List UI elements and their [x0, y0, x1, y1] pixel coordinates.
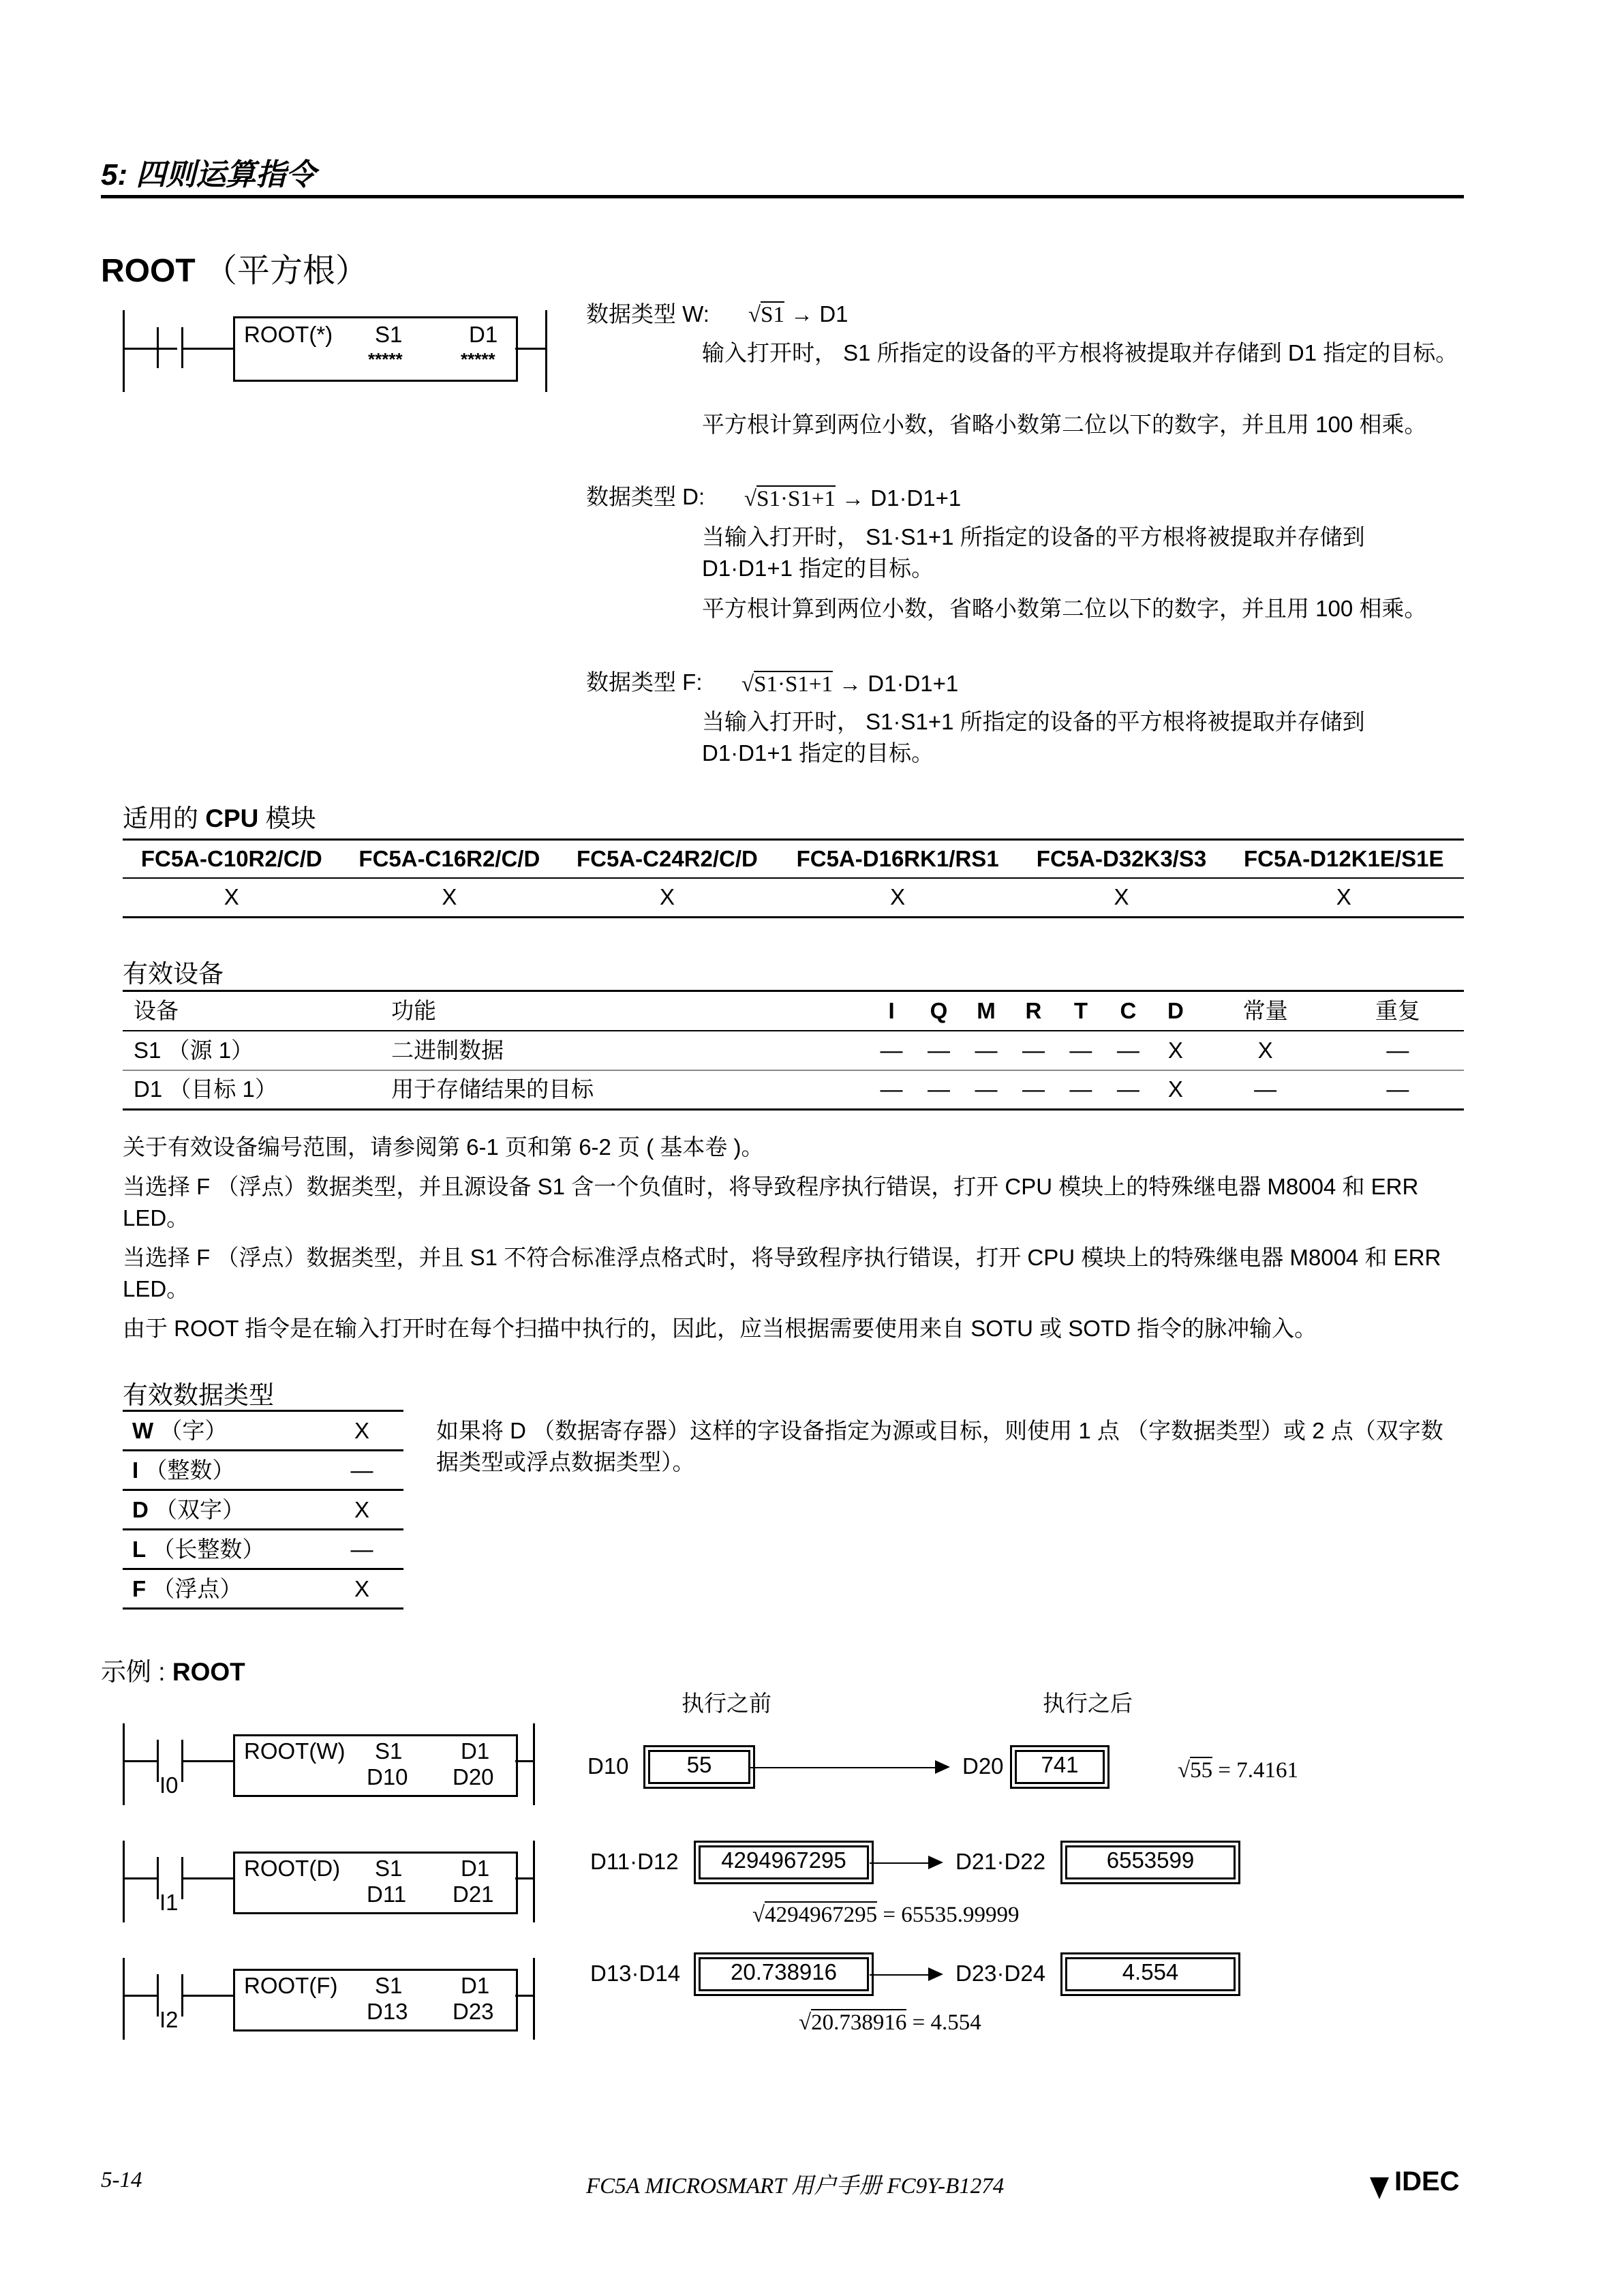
f-formula: √S1·S1+1 → D1·D1+1: [741, 671, 959, 697]
datatypes-heading: 有效数据类型: [123, 1381, 274, 1409]
before-label: 执行之前: [682, 1691, 771, 1716]
d-arrow: → D1·D1+1: [842, 485, 962, 511]
cpu-model: FC5A-D32K3/S3: [1036, 845, 1207, 871]
dt-mark: X: [354, 1575, 369, 1601]
input-label: I2: [159, 2007, 179, 2032]
device-cell: —: [1386, 1076, 1409, 1102]
src-value: 55: [648, 1750, 750, 1784]
device-cell: —: [880, 1037, 903, 1063]
device-cell: D1 （目标 1）: [134, 1076, 277, 1102]
device-cell: —: [1254, 1076, 1277, 1102]
equation: √55 = 7.4161: [1178, 1758, 1298, 1783]
device-cell: —: [1116, 1076, 1139, 1102]
d-label: 数据类型 D:: [586, 484, 705, 509]
src-label: D13·D14: [590, 1961, 681, 1986]
devices-header: 常量: [1242, 997, 1288, 1023]
rung-d1dev: D21: [453, 1882, 494, 1907]
device-cell: —: [1022, 1037, 1045, 1063]
ladder-s1-stars: *****: [368, 349, 403, 369]
ladder-d1: D1: [469, 322, 498, 347]
dst-label: D23·D24: [955, 1961, 1046, 1986]
rung-d1dev: D23: [453, 1999, 494, 2024]
device-cell: —: [880, 1076, 903, 1102]
equation-arg: 20.738916: [811, 2010, 907, 2035]
device-cell: —: [1022, 1076, 1045, 1102]
devices-header: Q: [930, 997, 948, 1023]
devices-header: 设备: [134, 997, 179, 1023]
w-formula: √S1 → D1: [748, 301, 848, 327]
devices-header: 重复: [1375, 997, 1420, 1023]
devices-header: T: [1073, 997, 1088, 1023]
devices-header: D: [1167, 997, 1184, 1023]
rung-d1dev: D20: [453, 1764, 494, 1789]
idec-logo-icon: [1370, 2177, 1389, 2199]
w-arrow: → D1: [791, 301, 848, 327]
cpu-mark: X: [1336, 884, 1351, 910]
table-row: [123, 1451, 403, 1490]
f-arrow: → D1·D1+1: [839, 671, 959, 696]
ladder-d1-stars: *****: [461, 349, 495, 369]
dt-name: （字）: [159, 1417, 228, 1443]
section-title: [101, 244, 368, 291]
dst-label: D20: [962, 1753, 1004, 1779]
ladder-instr: ROOT(*): [244, 322, 333, 347]
dt-mark: —: [350, 1457, 373, 1483]
note-2: 当选择 F （浮点）数据类型，并且源设备 S1 含一个负值时，将导致程序执行错误，打开 CPU 模块上的特殊继电器 M8004 和 ERR LED。: [123, 1174, 1419, 1230]
equation: √20.738916 = 4.554: [799, 2010, 981, 2035]
table-row: [123, 1070, 1464, 1110]
rung-instr: ROOT(D): [244, 1856, 341, 1881]
cpu-mark: X: [659, 884, 675, 910]
dt-code: I: [132, 1457, 139, 1483]
rung-s1: S1: [375, 1973, 403, 1998]
devices-header: I: [888, 997, 895, 1023]
cpu-mark: X: [1114, 884, 1129, 910]
dt-code: F: [132, 1575, 147, 1601]
note-1: 关于有效设备编号范围，请参阅第 6-1 页和第 6-2 页 ( 基本卷 )。: [123, 1134, 764, 1160]
datatypes-table: [123, 1410, 403, 1610]
d-p1: 当输入打开时， S1·S1+1 所指定的设备的平方根将被提取并存储到 D1·D1+1 指定的目标。: [702, 524, 1365, 581]
device-cell: —: [1386, 1037, 1409, 1063]
cpu-model: FC5A-C10R2/C/D: [140, 845, 322, 871]
rung-instr: ROOT(F): [244, 1973, 338, 1998]
table-row: [123, 1031, 1464, 1070]
example-heading-pre: 示例 :: [101, 1658, 172, 1686]
dt-mark: —: [350, 1536, 373, 1562]
rung-d1: D1: [461, 1973, 490, 1998]
device-cell: —: [928, 1076, 951, 1102]
note-3: 当选择 F （浮点）数据类型，并且 S1 不符合标准浮点格式时，将导致程序执行错误，打开 CPU 模块上的特殊继电器 M8004 和 ERR LED。: [123, 1245, 1441, 1301]
cpu-heading-pre: 适用的: [123, 804, 206, 832]
device-cell: X: [1257, 1037, 1273, 1063]
input-label: I0: [159, 1772, 179, 1798]
note-4: 由于 ROOT 指令是在输入打开时在每个扫描中执行的，因此，应当根据需要使用来自 SOTU 或 SOTD 指令的脉冲输入。: [123, 1316, 1317, 1341]
device-cell: —: [975, 1037, 998, 1063]
cpu-heading-bold: CPU: [205, 804, 259, 832]
devices-table: [123, 990, 1464, 1111]
table-row: [123, 1569, 403, 1609]
w-p2: 平方根计算到两位小数，省略小数第二位以下的数字，并且用 100 相乘。: [702, 412, 1427, 437]
cpu-model: FC5A-D12K1E/S1E: [1244, 845, 1444, 871]
manual-title: FC5A MICROSMART 用户手册 FC9Y-B1274: [586, 2174, 1005, 2199]
dst-label: D21·D22: [955, 1849, 1046, 1874]
after-label: 执行之后: [1043, 1691, 1133, 1716]
cpu-mark: X: [890, 884, 906, 910]
cpu-model: FC5A-C16R2/C/D: [358, 845, 540, 871]
device-cell: 用于存储结果的目标: [391, 1076, 594, 1102]
device-cell: X: [1167, 1037, 1183, 1063]
w-p1: 输入打开时， S1 所指定的设备的平方根将被提取并存储到 D1 指定的目标。: [702, 340, 1458, 365]
equation-result: = 4.554: [912, 2010, 981, 2035]
devices-heading: 有效设备: [123, 960, 224, 988]
dst-value: 741: [1015, 1750, 1105, 1784]
device-cell: S1 （源 1）: [134, 1037, 254, 1063]
d-p2: 平方根计算到两位小数，省略小数第二位以下的数字，并且用 100 相乘。: [702, 596, 1427, 621]
devices-header: 功能: [391, 997, 437, 1023]
equation-result: = 65535.99999: [883, 1903, 1020, 1927]
dt-code: L: [132, 1536, 147, 1562]
rung-s1dev: D10: [367, 1764, 408, 1789]
rung-d1: D1: [461, 1738, 490, 1764]
brand-logo: IDEC: [1394, 2166, 1460, 2196]
src-value: 20.738916: [699, 1957, 869, 1991]
cpu-model: FC5A-D16RK1/RS1: [796, 845, 999, 871]
f-formula-arg: S1·S1+1: [754, 672, 833, 697]
dt-name: （双字）: [155, 1496, 245, 1522]
device-cell: —: [975, 1076, 998, 1102]
input-label: I1: [159, 1890, 179, 1915]
w-formula-arg: S1: [761, 303, 784, 327]
cpu-mark: X: [442, 884, 457, 910]
dt-code: W: [132, 1417, 154, 1443]
chapter-rule: [101, 195, 1464, 198]
table-row: [123, 1411, 403, 1451]
devices-header: M: [977, 997, 996, 1023]
w-label: 数据类型 W:: [586, 301, 709, 327]
equation-arg: 4294967295: [765, 1903, 878, 1927]
title-main: ROOT: [101, 253, 196, 289]
dt-name: （整数）: [144, 1457, 235, 1483]
cpu-table: [123, 839, 1464, 918]
cpu-heading: [123, 798, 316, 834]
devices-header: C: [1120, 997, 1137, 1023]
ladder-s1: S1: [375, 322, 403, 347]
rung-d1: D1: [461, 1856, 490, 1881]
d-formula-arg: S1·S1+1: [756, 487, 836, 511]
d-formula: √S1·S1+1 → D1·D1+1: [744, 485, 962, 511]
dst-value: 4.554: [1065, 1957, 1236, 1991]
src-label: D11·D12: [590, 1849, 679, 1874]
src-label: D10: [587, 1753, 629, 1779]
cpu-heading-post: 模块: [258, 804, 316, 832]
equation-result: = 7.4161: [1218, 1758, 1298, 1783]
rung-s1dev: D11: [367, 1882, 407, 1907]
device-cell: —: [1116, 1037, 1139, 1063]
datatypes-note: 如果将 D （数据寄存器）这样的字设备指定为源或目标，则使用 1 点 （字数据类型）或 2 点（双字数据类型或浮点数据类型）。: [436, 1418, 1443, 1475]
device-cell: X: [1167, 1076, 1183, 1102]
device-cell: —: [1069, 1076, 1092, 1102]
arrow-head: [928, 1967, 943, 1981]
dst-value: 6553599: [1065, 1845, 1236, 1879]
f-p1: 当输入打开时， S1·S1+1 所指定的设备的平方根将被提取并存储到 D1·D1+1 指定的目标。: [702, 709, 1365, 766]
chapter-title: 5: 四则运算指令: [101, 158, 316, 192]
table-row: [123, 1530, 403, 1569]
rung-s1dev: D13: [367, 1999, 408, 2024]
arrow-head: [928, 1856, 943, 1869]
rung-s1: S1: [375, 1856, 403, 1881]
rung-s1: S1: [375, 1738, 403, 1764]
arrow-head: [935, 1760, 950, 1774]
dt-mark: X: [354, 1417, 369, 1443]
example-heading: [101, 1651, 245, 1688]
equation-arg: 55: [1190, 1758, 1213, 1783]
device-cell: —: [928, 1037, 951, 1063]
f-label: 数据类型 F:: [586, 669, 703, 695]
title-cn: （平方根）: [204, 253, 369, 289]
dt-code: D: [132, 1496, 149, 1522]
table-row: [123, 1490, 403, 1530]
src-value: 4294967295: [699, 1845, 869, 1879]
devices-header: R: [1025, 997, 1042, 1023]
cpu-mark: X: [224, 884, 239, 910]
device-cell: 二进制数据: [391, 1037, 504, 1063]
dt-mark: X: [354, 1496, 369, 1522]
example-heading-bold: ROOT: [172, 1658, 245, 1686]
rung-instr: ROOT(W): [244, 1738, 346, 1764]
cpu-model: FC5A-C24R2/C/D: [577, 845, 758, 871]
dt-name: （浮点）: [152, 1575, 243, 1601]
dt-name: （长整数）: [152, 1536, 265, 1562]
device-cell: —: [1069, 1037, 1092, 1063]
equation: √4294967295 = 65535.99999: [752, 1903, 1020, 1927]
page-number: 5-14: [101, 2168, 142, 2192]
